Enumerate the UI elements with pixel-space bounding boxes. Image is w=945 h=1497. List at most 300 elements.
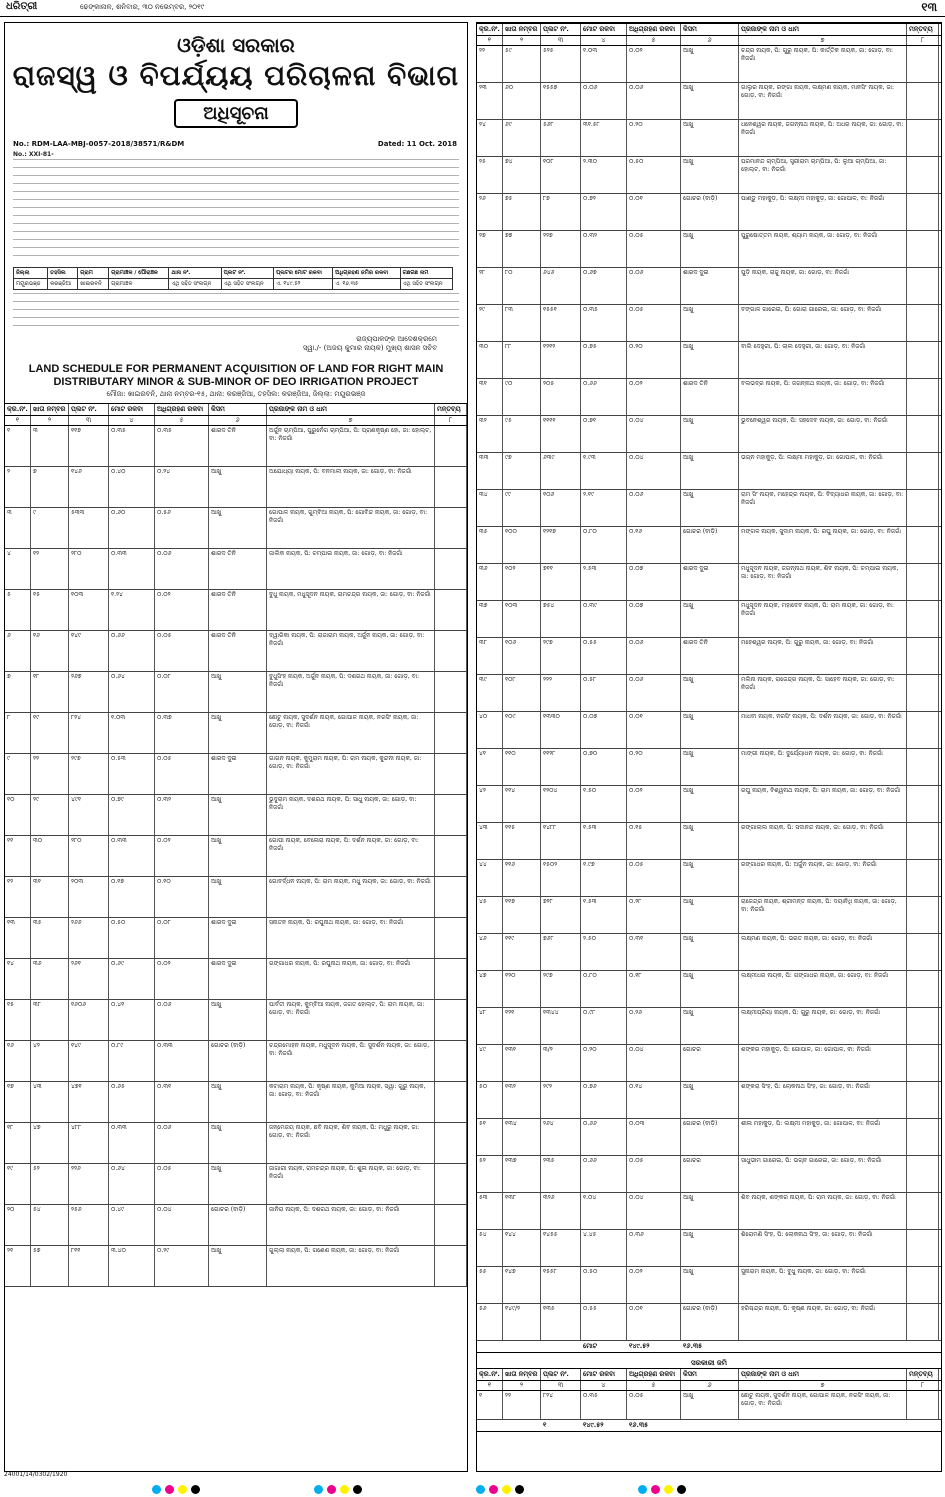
column-number: ୭ [739,1381,907,1390]
cell-plot: ୫୨୫ [541,46,581,82]
govt-rows [477,1391,941,1420]
cell-remarks [907,46,939,82]
cell-owner: ଅଯୋଧ୍ୟା ନାୟକ, ପି: ବନମାଳୀ ନାୟକ, ଜା: ଗୋଡ଼, ବା: ନିଜଗାଁ [267,467,435,507]
registration-dot [651,1485,660,1494]
cell-khata: ୧୯ [31,713,69,753]
cell-total: ୦.୩୯ [581,601,627,637]
cell-remarks [907,1008,939,1044]
column-header: କ୍ର.ନଂ. [477,24,503,35]
cell-kisam: ଆଖୁ [209,1164,267,1204]
govt-column-numbers [477,1381,941,1391]
cell-total: ୦.୩୫ [581,1391,627,1419]
cell-plot: ୨୫୬ [69,1205,109,1245]
summary-header-cell: ପ୍ଲଟର ମୋଟ ରକବା [273,268,332,279]
cell-total: ୧.୯୩ [581,453,627,489]
column-number: ୮ [907,36,939,45]
table-row [477,194,941,231]
cell-sl: ୧୦ [5,795,31,835]
cell-remarks [907,83,939,119]
cell-kisam: ଆଖୁ [681,675,739,711]
cell-acq: ୦.୦୫ [627,860,681,896]
cell-khata: ୧୪୪ [503,1230,541,1266]
summary-cell: ଖାଇରବନି [78,279,109,290]
cell-plot: ୧୪୯ [69,631,109,671]
total-label: ମୋଟ [583,1342,598,1350]
cell-sl: ୪୯ [477,1045,503,1081]
cell-kisam: ଆଖୁ [681,1391,739,1419]
cell-kisam: ଆଖୁ [209,467,267,507]
cell-total: ୦.୦୭ [581,712,627,748]
cell-sl: ୫୦ [477,1082,503,1118]
column-header: ପ୍ରଜାଙ୍କ ନାମ ଓ ଧାମ [739,1369,907,1380]
cell-plot: ୨୯୨ [541,1082,581,1118]
grand-total-row [477,1420,941,1432]
cell-khata: ୧୦୩ [503,601,541,637]
notice-body [13,151,459,263]
cell-acq: ୦.୩୬ [627,1230,681,1266]
table-row [477,1230,941,1267]
cell-total: ୦.୪୦ [109,467,155,507]
total-row [477,1341,941,1353]
cell-kisam: ଆଖୁ [209,1000,267,1040]
cell-owner: ମଧୁସୂଦନ ନାୟକ, ମହାଦେବ ନାୟକ, ପି: ରାମ ନାୟକ, ଜା: ଗୋଡ଼, ବା: ନିଜଗାଁ [739,601,907,637]
table-row [477,971,941,1008]
cell-plot: ୭୬୮ [541,934,581,970]
cell-remarks [907,305,939,341]
cell-acq: ୦.୨୮ [627,897,681,933]
cell-kisam: ଆଖୁ [681,305,739,341]
notice-footer-text [13,293,459,329]
cell-plot: ୮୧୧ [69,1246,109,1286]
cell-sl: ୧୮ [5,1123,31,1163]
cell-sl: ୯ [5,754,31,794]
cell-kisam: ଶାରଦ ତିନି [209,590,267,630]
table-row [5,795,467,836]
table-row [477,564,941,601]
cell-acq: ୦.୩୭ [155,713,209,753]
cell-sl: ୩୪ [477,490,503,526]
cell-total: ୦.୨୦ [581,1045,627,1081]
notice-title: ଅଧିସୂଚନା [174,99,298,128]
column-header: ମୋଟ ରକବା [581,24,627,35]
column-number: ୫ [627,36,681,45]
cell-khata: ୧୧୭ [503,897,541,933]
column-header: କ୍ର.ନଂ. [477,1369,503,1380]
cell-remarks [907,1391,939,1419]
masthead: ଧରିତ୍ରୀ [6,1,38,12]
table-row [477,1119,941,1156]
cell-remarks [907,416,939,452]
cell-kisam: ଆଖୁ [209,836,267,876]
table-row [5,1205,467,1246]
cell-remarks [907,157,939,193]
cell-owner: ମାଙ୍ଗୀ ନାୟକ, ପି: ଦୁର୍ଯ୍ୟୋଧନ ନାୟକ, ଜା: ଗୋଡ଼, ବା: ନିଜଗାଁ [739,749,907,785]
table-row [5,508,467,549]
cell-total: ୦.୭୨ [581,194,627,230]
cell-owner: ଦ୍ୱାରିକା ନାୟକ, ପି: ରାଜାରାମ ନାୟକ, ଅର୍ଜୁନ ନାୟକ, ଜା: ଗୋଡ଼, ବା: ନିଜଗାଁ [267,631,435,671]
cell-acq: ୦.୫୬ [155,508,209,548]
column-header: ଖାତା ନମ୍ବର [31,404,69,415]
cell-total: ୦.୫୫ [581,1304,627,1340]
cell-acq: ୦.୦୨ [627,786,681,822]
cell-plot: ୨୩୫ [541,1156,581,1192]
cell-remarks [907,490,939,526]
cell-owner: ଗୋପାଳ ନାୟକ, ଗୁମ୍ବିଆ ନାୟକ, ପି: ଗୋବିନ୍ଦ ନାୟକ, ଜା: ଗୋଡ଼, ବା: ନିଜଗାଁ [267,508,435,548]
cell-kisam: ଆଖୁ [681,46,739,82]
cell-acq: ୦.୦୬ [627,675,681,711]
column-number: ୧ [5,416,31,425]
cell-khata: ୫୭ [31,1246,69,1286]
cell-remarks [907,1045,939,1081]
cell-acq: ୦.୦୧ [627,1304,681,1340]
cell-kisam: ଗୋଚର (ବାଡ଼ି) [681,1119,739,1155]
table-row [477,749,941,786]
cell-kisam: ଆଖୁ [681,1193,739,1229]
cell-remarks [907,453,939,489]
cell-remarks [435,713,467,753]
cell-plot: ୨୨୬ [69,1164,109,1204]
cell-khata: ୧୦୮ [503,675,541,711]
cell-owner: ବୁଧୁ ନାୟକ, ମଧୁସୂଦନ ନାୟକ, ରାମଚନ୍ଦ୍ର ନାୟକ, ଜା: ଗୋଡ଼, ବା: ନିଜଗାଁ [267,590,435,630]
cell-owner: ପୁରୁଷୋତ୍ତମ ନାୟକ, ଶ୍ୟାମ ନାୟକ, ଜା: ଗୋଡ଼, ବା: ନିଜଗାଁ [739,231,907,267]
cell-total: ୦.୫୦ [109,918,155,958]
cell-remarks [435,754,467,794]
cell-owner: ରଙ୍ଗାଧର ନାୟକ, ପି: ଅର୍ଜୁନ ନାୟକ, ଜା: ଗୋଡ଼, ବା: ନିଜଗାଁ [739,860,907,896]
total-acquired: ୧୬.୩୫ [683,1342,703,1350]
cell-sl: ୧୫ [5,1000,31,1040]
cell-owner: ଅର୍ଜୁନ ଚାମ୍ପିଆ, ପୁରୁନେଁଗ ଚାମ୍ପିଆ, ପି: ପ୍ରାଣକୃଷ୍ଣ ହୋ, ଜା: ହୋଲ୍ଟ, ବା: ନିଜଗାଁ [267,426,435,466]
cell-total: ୦.୮୦ [581,971,627,1007]
cell-khata: ୬୦ [503,83,541,119]
cell-plot: ୧୫୦୨ [541,860,581,896]
cell-sl: ୫୩ [477,1193,503,1229]
cell-total: ୦.୬୪ [109,1164,155,1204]
cell-acq: ୦.୧୫ [627,823,681,859]
column-number: ୭ [739,36,907,45]
cell-total: ୦.୭୧ [581,416,627,452]
cell-plot: ୩୨୬ [541,1193,581,1229]
cell-owner: ଗୁଲ୍ଲା ନାୟକ, ପି: ଗଣେଶ ନାୟକ, ଜା: ଗୋଡ଼, ବା: ନିଜଗାଁ [267,1246,435,1286]
cell-plot: ୨୦୫ [541,379,581,415]
cell-owner: ବାଲି ଦେହୁରୀ, ପି: ଲାଲ ଦେହୁରୀ, ଜା: ଗୋଡ଼, ବା: ନିଜଗାଁ [739,342,907,378]
cell-sl: ୨୫ [477,157,503,193]
cell-khata: ୫୪ [31,1205,69,1245]
table-row [477,1008,941,1045]
cell-plot: ୧୪୫୫ [541,1230,581,1266]
cell-acq: ୦.୦୨ [627,379,681,415]
cell-kisam: ଗୋଚର (ବାଡ଼ି) [209,1205,267,1245]
cell-kisam: ଆଖୁ [681,971,739,1007]
cell-owner: ବୁଧୁସିଂହ ନାୟକ, ଅର୍ଜୁନ ନାୟକ, ପି: ଦଶରଥ ନାୟକ, ଜା: ଗୋଡ଼, ବା: ନିଜଗାଁ [267,672,435,712]
column-number: ୨ [503,36,541,45]
cell-remarks [907,527,939,563]
cell-plot: ୭୧୧ [541,564,581,600]
cell-total: ୦.୬୬ [581,379,627,415]
cell-sl: ୫୨ [477,1156,503,1192]
cell-sl: ୪ [5,549,31,589]
cell-remarks [907,1230,939,1266]
cell-acq: ୦.୨୯ [155,1246,209,1286]
cell-plot: ୮୨୪ [69,713,109,753]
registration-dot [489,1485,498,1494]
govt-name: ଓଡ଼ିଶା ସରକାର [177,33,295,57]
cell-khata: ୧୩୭ [503,1156,541,1192]
cell-total: ୦.୫୫ [581,638,627,674]
cell-kisam: ଆଖୁ [681,342,739,378]
table-row [5,877,467,918]
table-row [5,836,467,877]
cell-plot: ୨୮୦ [69,836,109,876]
cell-khata: ୧୬ [31,631,69,671]
cell-owner: ରାଜେନ୍ଦ୍ର ନାୟକ, ଶ୍ରୀମନ୍ତ ନାୟକ, ପି: ଦୟାନିଧି ନାୟକ, ଜା: ଗୋଡ଼, ବା: ନିଜଗାଁ [739,897,907,933]
cell-sl: ୩ [5,508,31,548]
table-row [477,675,941,712]
cell-sl: ୨୪ [477,120,503,156]
cell-total: ୦.୫୩ [109,754,155,794]
cell-total: ୦.୮୦ [581,527,627,563]
cell-total: ୦.୬୬ [109,631,155,671]
cell-plot: ୨୨୨ [541,675,581,711]
cell-remarks [907,749,939,785]
cell-sl: ୪୧ [477,749,503,785]
cell-total: ୨.୫୦ [581,934,627,970]
table-row [477,897,941,934]
cell-kisam: ଆଖୁ [681,860,739,896]
cell-khata: ୯୯ [503,490,541,526]
cell-owner: ଗୋବର୍ଦ୍ଧନ ନାୟକ, ପି: ରାମ ନାୟକ, ମଧୁ ନାୟକ, ଜା: ଗୋଡ଼, ବା: ନିଜଗାଁ [267,877,435,917]
column-number: ୩ [541,36,581,45]
cell-acq: ୦.୦୫ [627,1156,681,1192]
cell-owner: ରାମ ସିଂ ନାୟକ, ମହେନ୍ଦ୍ର ନାୟକ, ପି: ବିଦ୍ୟାଧର ନାୟକ, ଜା: ଗୋଡ଼, ବା: ନିଜଗାଁ [739,490,907,526]
table-row [5,1123,467,1164]
cell-khata: ୭ [31,467,69,507]
cell-total: ୪.୪୫ [581,1230,627,1266]
summary-header-cell: ପ୍ଲଟ ନଂ. [221,268,273,279]
cell-acq: ୦.୧୪ [627,1082,681,1118]
cell-total: ୦.୪୧ [109,1000,155,1040]
table-row [477,1304,941,1341]
cell-plot: ୭୫୪ [541,601,581,637]
cell-plot: ୧୫୫୧ [541,305,581,341]
schedule-table-left [5,403,467,1287]
cell-acq: ୦.୩୧ [627,934,681,970]
table-row [5,1000,467,1041]
cell-acq: ୦.୦୪ [627,453,681,489]
cell-acq: ୦.୩୧ [155,1082,209,1122]
cell-plot: ୧୨୧୨ [541,342,581,378]
cell-remarks [907,268,939,304]
cell-acq: ୦.୦୫ [627,305,681,341]
cell-remarks [435,1205,467,1245]
cell-khata: ୧୧୫ [503,823,541,859]
cell-sl: ୪୫ [477,897,503,933]
cell-total: ୨.୩୦ [581,157,627,193]
cell-acq: ୦.୦୪ [155,1205,209,1245]
table-row [477,786,941,823]
cell-acq: ୦.୦୨ [155,836,209,876]
cell-khata: ୧୪୯/୨ [503,1304,541,1340]
column-number: ୪ [581,1381,627,1390]
column-header: ଅଧିଗ୍ରହଣ ରକବା [627,24,681,35]
table-row [477,46,941,83]
cell-total: ୧.୫୩ [581,823,627,859]
cell-plot: ୨୯୭ [541,638,581,674]
cell-acq: ୦.୦୭ [627,564,681,600]
cell-khata: ୮୮ [503,342,541,378]
column-header: ପ୍ଲଟ ନଂ. [69,404,109,415]
registration-dot [152,1485,161,1494]
cell-sl: ୩୭ [477,601,503,637]
cell-remarks [907,638,939,674]
cell-owner: ମଧୁସୂଦନ ନାୟକ, ଜଗନ୍ନାଥ ନାୟକ, ଶିବ ନାୟକ, ପି: ଚମ୍ପାଇ ନାୟକ, ଜା: ଗୋଡ଼, ବା: ନିଜଗାଁ [739,564,907,600]
cell-sl: ୨୨ [477,46,503,82]
registration-dot [664,1485,673,1494]
column-number: ୮ [435,416,467,425]
table-row [477,268,941,305]
cell-plot: ୧୧୨୮ [541,749,581,785]
cell-remarks [435,672,467,712]
cell-owner: ଧନେଶ୍ୱର ନାୟକ, ଜଗନ୍ନାଥ ନାୟକ, ପି: ଅଧର ନାୟକ, ଜା: ଗୋଡ଼, ବା: ନିଜଗାଁ [739,120,907,156]
cell-kisam: ଶାରଦ ଦୁଇ [209,918,267,958]
cell-khata: ୨୨ [31,754,69,794]
cell-remarks [435,1082,467,1122]
cell-total: ୦.୭୦ [581,749,627,785]
cell-plot: ୧୪୮୮ [541,823,581,859]
cell-plot: ୧୧୭ [69,426,109,466]
table-row [477,1082,941,1119]
cell-sl: ୨୬ [477,194,503,230]
cell-sl: ୩୯ [477,675,503,711]
cell-acq: ୦.୧୮ [627,971,681,1007]
newspaper-header [0,0,945,17]
cell-kisam: ଆଖୁ [209,1123,267,1163]
cell-plot: ୧୪୬ [69,467,109,507]
cell-owner: କଟାରାମ ନାୟକ, ପି: କୃଷ୍ଣ ନାୟକ, କୁମିଆ ନାୟକ, ସ୍ୱା: ଗୁରୁ ନାୟକ, ଜା: ଗୋଡ଼, ବା: ନିଜଗାଁ [267,1082,435,1122]
column-number: ୨ [503,1381,541,1390]
cell-khata: ୧୩୪ [503,1119,541,1155]
cell-remarks [435,877,467,917]
cell-kisam: ଆଖୁ [209,713,267,753]
cell-kisam: ଶାରଦ ତିନି [209,631,267,671]
cell-plot: ୧୦୮ [541,157,581,193]
cell-total: ୩୧.୫୮ [581,120,627,156]
registration-dot [677,1485,686,1494]
table-row [477,712,941,749]
summary-header-cell: ଗଛଗଛ ନାମ [400,268,452,279]
cell-acq: ୦.୦୩ [627,1119,681,1155]
cell-remarks [907,231,939,267]
cell-total: ୧.୨୪ [109,590,155,630]
cell-kisam: ଆଖୁ [681,712,739,748]
cell-khata: ୧୩୮ [503,1193,541,1229]
cell-acq: ୦.୦୬ [627,490,681,526]
table-row [5,959,467,1000]
registration-dot [340,1485,349,1494]
cell-remarks [435,590,467,630]
cell-owner: ସୁନାରାମ ନାୟକ, ପି: ବୁଧୁ ନାୟକ, ଜା: ଗୋଡ଼, ବା: ନିଜଗାଁ [739,1267,907,1303]
cell-remarks [435,467,467,507]
summary-cell: ଏ. ୧୪୯.୫୨ [273,279,332,290]
cell-remarks [907,379,939,415]
cell-kisam: ଶାରଦ ଦୁଇ [681,268,739,304]
cell-plot: ୨୬୪ [541,1119,581,1155]
cell-owner: ପୁଡ଼ି ନାୟକ, ରାଜୁ ନାୟକ, ଜା: ଗୋଡ଼, ବା: ନିଜଗାଁ [739,268,907,304]
cell-sl: ୪୭ [477,971,503,1007]
cell-acq: ୦.୫୦ [627,157,681,193]
summary-cell: ଗ୍ରାମାଞ୍ଚଳ [109,279,169,290]
reference-row [13,140,457,148]
cell-sl: ୩୮ [477,638,503,674]
cell-khata: ୧୨୧ [503,1008,541,1044]
summary-header-row [14,268,453,279]
column-header: ପ୍ରଜାଙ୍କ ନାମ ଓ ଧାମ [267,404,435,415]
cell-sl: ୨୦ [5,1205,31,1245]
cell-plot: ୨୮୦ [69,549,109,589]
cell-remarks [907,1304,939,1340]
cell-owner: ଗାଗନ ନାୟକ, କୁମୁରାମ ନାୟକ, ପି: ରାମ ନାୟକ, କୁନ୍ଦନୀ ନାୟକ, ଜା: ଗୋଡ଼, ବା: ନିଜଗାଁ [267,754,435,794]
cell-plot: ୬୪୬ [541,268,581,304]
cell-sl: ୩୧ [477,379,503,415]
table-row [5,426,467,467]
cell-kisam: ଆଖୁ [681,823,739,859]
schedule-header-right [477,23,941,36]
cell-sl: ୨ [5,467,31,507]
cell-owner: ଚନ୍ଦ୍ର ନାୟକ, ପି: ଗୁରୁ ନାୟକ, ପି: କାର୍ତ୍ତିକ ନାୟକ, ଜା: ଗୋଡ଼, ବା: ନିଜଗାଁ [739,46,907,82]
cell-plot: ୨୬୧ [69,959,109,999]
cell-acq: ୦.୧୦ [155,877,209,917]
cell-owner: ଜାଲିକ ନାୟକ, ପି: ଚମ୍ପାଇ ନାୟକ, ଜା: ଗୋଡ଼, ବା: ନିଜଗାଁ [267,549,435,589]
cell-kisam: ଆଖୁ [681,749,739,785]
cell-sl: ୧୧ [5,836,31,876]
cell-total: ୦.୯୮ [581,1008,627,1044]
registration-dot [502,1485,511,1494]
cell-owner: ସାଧୁଭୀମ ଗାରେଇ, ପି: ଭଗ୍ନ ଗାରେଇ, ଜା: ଗୋଡ଼, ବା: ନିଜଗାଁ [739,1156,907,1192]
summary-header-cell: ଥାନା ନଂ. [169,268,221,279]
cell-acq: ୦.୦୧ [627,712,681,748]
cell-kisam: ଆଖୁ [681,416,739,452]
cell-acq: ୦.୦୬ [627,268,681,304]
cell-plot: ୪୭୧ [69,1082,109,1122]
column-header: ମୋଟ ରକବା [581,1369,627,1380]
cell-khata: ୩୦ [31,836,69,876]
cell-owner: ଜନ୍ମେଜୟ ନାୟକ, ଛବି ନାୟକ, ଶିବ ନାୟକ, ପି: ମଧୁରୁ ନାୟକ, ଜା: ଗୋଡ଼, ବା: ନିଜଗାଁ [267,1123,435,1163]
table-row [5,754,467,795]
cell-acq: ୦.୦୮ [155,918,209,958]
summary-cell: ମୟୂରଭଞ୍ଜ [14,279,48,290]
cell-owner: ଲକ୍ଷ୍ମୀପ୍ରିୟା ନାୟକ, ପି: ଗୁରୁ ନାୟକ, ଜା: ଗୋଡ଼, ବା: ନିଜଗାଁ [739,1008,907,1044]
schedule-title: LAND SCHEDULE FOR PERMANENT ACQUISITION OF LAND FOR RIGHT MAIN DISTRIBUTARY MINOR & SUB-MINOR OF DEO IRRIGATION PROJECT [28,363,444,388]
cell-acq: ୦.୦୧ [627,194,681,230]
cell-sl: ୧୩ [5,918,31,958]
cell-remarks [907,1082,939,1118]
cell-plot: ୧୩୩୦ [541,712,581,748]
cell-plot: ୪୯୧ [69,795,109,835]
cell-khata: ୨୯ [31,795,69,835]
signatory: ସ୍ୱା./- (ଅଜୟ କୁମାର ନାୟକ) ମୁଖ୍ୟ ଶାସନ ସଚିବ [302,344,437,352]
cell-plot: ୧୩୪୪ [541,1008,581,1044]
cell-total: ୦.୦୬ [581,83,627,119]
cell-khata: ୧୪୭ [503,1267,541,1303]
summary-header-cell: ଅଧିଗ୍ରହଣ ଜମିର ରକବା [333,268,400,279]
cell-owner: ଶୀଳା ମହାକୁଡ଼, ପି: ଲକ୍ଷ୍ମୀ ମହାକୁଡ଼, ଜା: ଗୋପାଳ, ବା: ନିଜଗାଁ [739,1119,907,1155]
cell-sl: ୩୦ [477,342,503,378]
cell-khata: ୧୦୬ [503,638,541,674]
cell-sl: ୫ [5,590,31,630]
notice-body-text [13,159,459,263]
cell-remarks [907,712,939,748]
cell-total: ୦.୧୭ [109,877,155,917]
schedule-subtitle: ମୌଜା: ଖାଇରବନି, ଥାନା ନମ୍ବର-୧୫, ଥାନା: କରଞ୍ଜିଆ, ତହସିଲ: କରଞ୍ଜିଆ, ଜିଲ୍ଲା: ମୟୂରଭଞ୍ଜ [106,390,366,398]
